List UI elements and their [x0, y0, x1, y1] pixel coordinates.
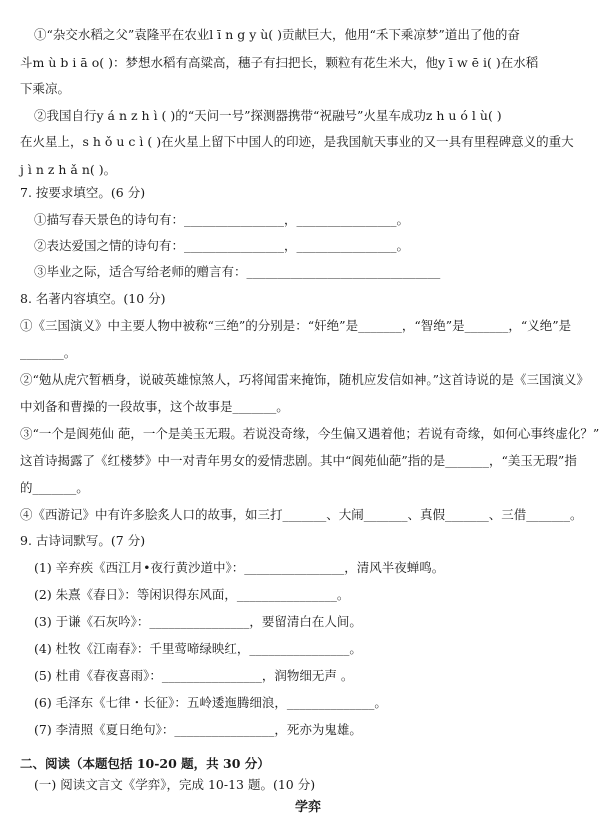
q6-passage2-line1: ②我国自行y á n z h ì ( )的“天问一号”探测器携带“祝融号”火星车成功z h u ó l ù( )	[34, 108, 502, 123]
passage-title: 学弈	[294, 800, 321, 815]
q8-item-2-line1: ②“勉从虎穴暂栖身，说破英雄惊煞人，巧将闻雷来掩饰，随机应发信如神。”这首诗说的是《三国演义》	[20, 372, 590, 387]
q9-item-3: (3) 于谦《石灰吟》：________________，要留清白在人间。	[34, 614, 362, 629]
q8-item-2-line2: 中刘备和曹操的一段故事，这个故事是_______。	[20, 399, 289, 414]
q8-item-3-line2: 这首诗揭露了《红楼梦》中一对青年男女的爱情悲剧。其中“阆苑仙葩”指的是_______，“美玉无瑕”指	[20, 453, 577, 468]
q6-passage2-line2: 在火星上，s h ǒ u c ì ( )在火星上留下中国人的印迹，是我国航天事业的又一具有里程碑意义的重大	[20, 134, 574, 149]
q9-item-2: (2) 朱熹《春日》：等闲识得东风面，________________。	[34, 587, 350, 602]
q7-item-1: ①描写春天景色的诗句有：________________，________________。	[34, 212, 410, 227]
q9-item-4: (4) 杜牧《江南春》：千里莺啼绿映红，________________。	[34, 641, 362, 656]
q7-heading: 7. 按要求填空。(6 分)	[20, 185, 146, 200]
q7-item-2: ②表达爱国之情的诗句有：________________，________________。	[34, 238, 410, 253]
q8-item-1-line2: _______。	[20, 345, 77, 360]
q8-item-3-line1: ③“一个是阆苑仙 葩，一个是美玉无瑕。若说没奇缘，今生偏又遇着他；若说有奇缘，如何心事终虚化？”	[20, 426, 600, 441]
q9-item-7: (7) 李清照《夏日绝句》：________________，死亦为鬼雄。	[34, 722, 362, 737]
q6-passage1-line1: ①“杂交水稻之父”袁隆平在农业l ī n g y ù( )贡献巨大，他用“禾下乘凉梦”道出了他的奋	[34, 27, 520, 42]
q8-item-3-line3: 的_______。	[20, 480, 89, 495]
reading-section-heading: 二、阅读（本题包括 10-20 题，共 30 分）	[20, 756, 270, 771]
q9-item-1: (1) 辛弃疾《西江月•夜行黄沙道中》：________________，清风半夜蝉鸣。	[34, 560, 445, 575]
q9-heading: 9. 古诗词默写。(7 分)	[20, 533, 146, 548]
q6-passage1-line2: 斗m ù b i ā o( )：梦想水稻有高粱高，穗子有扫把长，颗粒有花生米大，他y ī w ē i( )在水稻	[20, 55, 539, 70]
q7-item-3: ③毕业之际，适合写给老师的赠言有：_______________________________	[34, 264, 441, 279]
q9-item-6: (6) 毛泽东《七律・长征》：五岭逶迤腾细浪，______________。	[34, 695, 387, 710]
q8-item-4: ④《西游记》中有许多脍炙人口的故事，如三打_______、大闹_______、真假_______、三借_______。	[20, 507, 583, 522]
q6-passage2-line3: j ì n z h ǎ n( )。	[20, 162, 117, 177]
reading-subsection-heading: (一) 阅读文言文《学弈》，完成 10-13 题。(10 分)	[34, 777, 316, 792]
q9-item-5: (5) 杜甫《春夜喜雨》：________________，润物细无声 。	[34, 668, 354, 683]
q6-passage1-line3: 下乘凉。	[20, 81, 71, 96]
q8-heading: 8. 名著内容填空。(10 分)	[20, 291, 166, 306]
q8-item-1-line1: ①《三国演义》中主要人物中被称“三绝”的分别是：“奸绝”是_______，“智绝”是_______，“义绝”是	[20, 318, 572, 333]
